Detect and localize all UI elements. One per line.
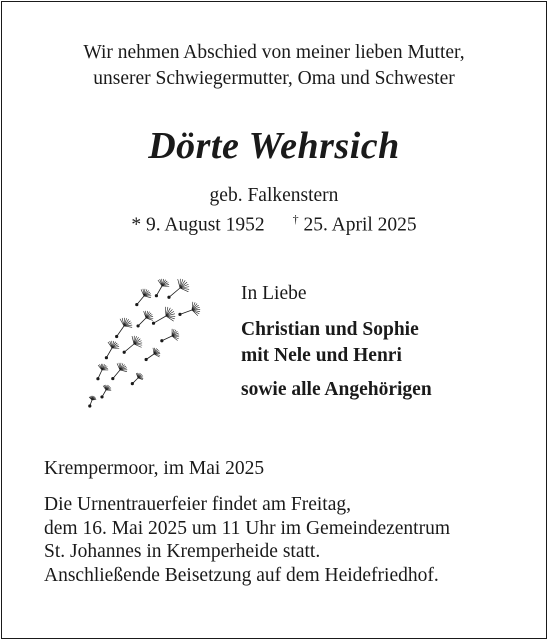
dandelion-seed: [97, 364, 108, 380]
cross-icon: †: [292, 212, 299, 226]
mourners-line-2: mit Nele und Henri: [241, 345, 402, 366]
ceremony-line-3: St. Johannes in Kremperheide statt.: [44, 541, 321, 562]
dandelion-seed: [155, 279, 169, 297]
life-dates: [2, 212, 546, 237]
dandelion-seed: [123, 336, 142, 353]
mourners-intro: In Liebe: [241, 283, 307, 304]
dandelion-seed: [131, 373, 143, 385]
mourners-line-3: sowie alle Angehörigen: [241, 379, 432, 400]
dandelion-seed: [161, 329, 179, 342]
dandelion-seed: [137, 311, 153, 327]
dandelion-seed: [168, 279, 189, 298]
dandelion-seed: [136, 289, 151, 306]
dandelion-seed: [89, 396, 96, 407]
birth-date: * 9. August 1952: [131, 214, 265, 236]
dandelion-seed: [179, 302, 200, 316]
place-date: Krempermoor, im Mai 2025: [44, 458, 265, 479]
dandelion-seed: [116, 318, 132, 338]
deceased-name: Dörte Wehrsich: [148, 125, 400, 167]
ceremony-line-2: dem 16. Mai 2025 um 11 Uhr im Gemeindezentrum: [44, 517, 450, 539]
death-date: 25. April 2025: [303, 214, 417, 236]
intro-text: [2, 40, 546, 92]
mourners-line-1: Christian und Sophie: [241, 319, 419, 340]
ceremony-info: [44, 493, 450, 587]
dandelion-seed: [105, 341, 119, 359]
dandelion-seeds-icon: [62, 274, 212, 414]
dandelion-seed: [145, 348, 160, 361]
birth-name: geb. Falkenstern: [209, 185, 339, 206]
mourners-block: [241, 283, 432, 403]
dandelion-seed: [112, 363, 127, 380]
dandelion-seed: [152, 307, 175, 324]
obituary-notice: [1, 1, 547, 639]
intro-line-2: unserer Schwiegermutter, Oma und Schwester: [93, 68, 455, 89]
mourners-names: [241, 317, 432, 403]
intro-line-1: Wir nehmen Abschied von meiner lieben Mutter,: [83, 42, 465, 63]
dandelion-seed: [101, 385, 111, 398]
ceremony-line-4: Anschließende Beisetzung auf dem Heidefriedhof.: [44, 564, 439, 586]
ceremony-line-1: Die Urnentrauerfeier findet am Freitag,: [44, 494, 351, 515]
